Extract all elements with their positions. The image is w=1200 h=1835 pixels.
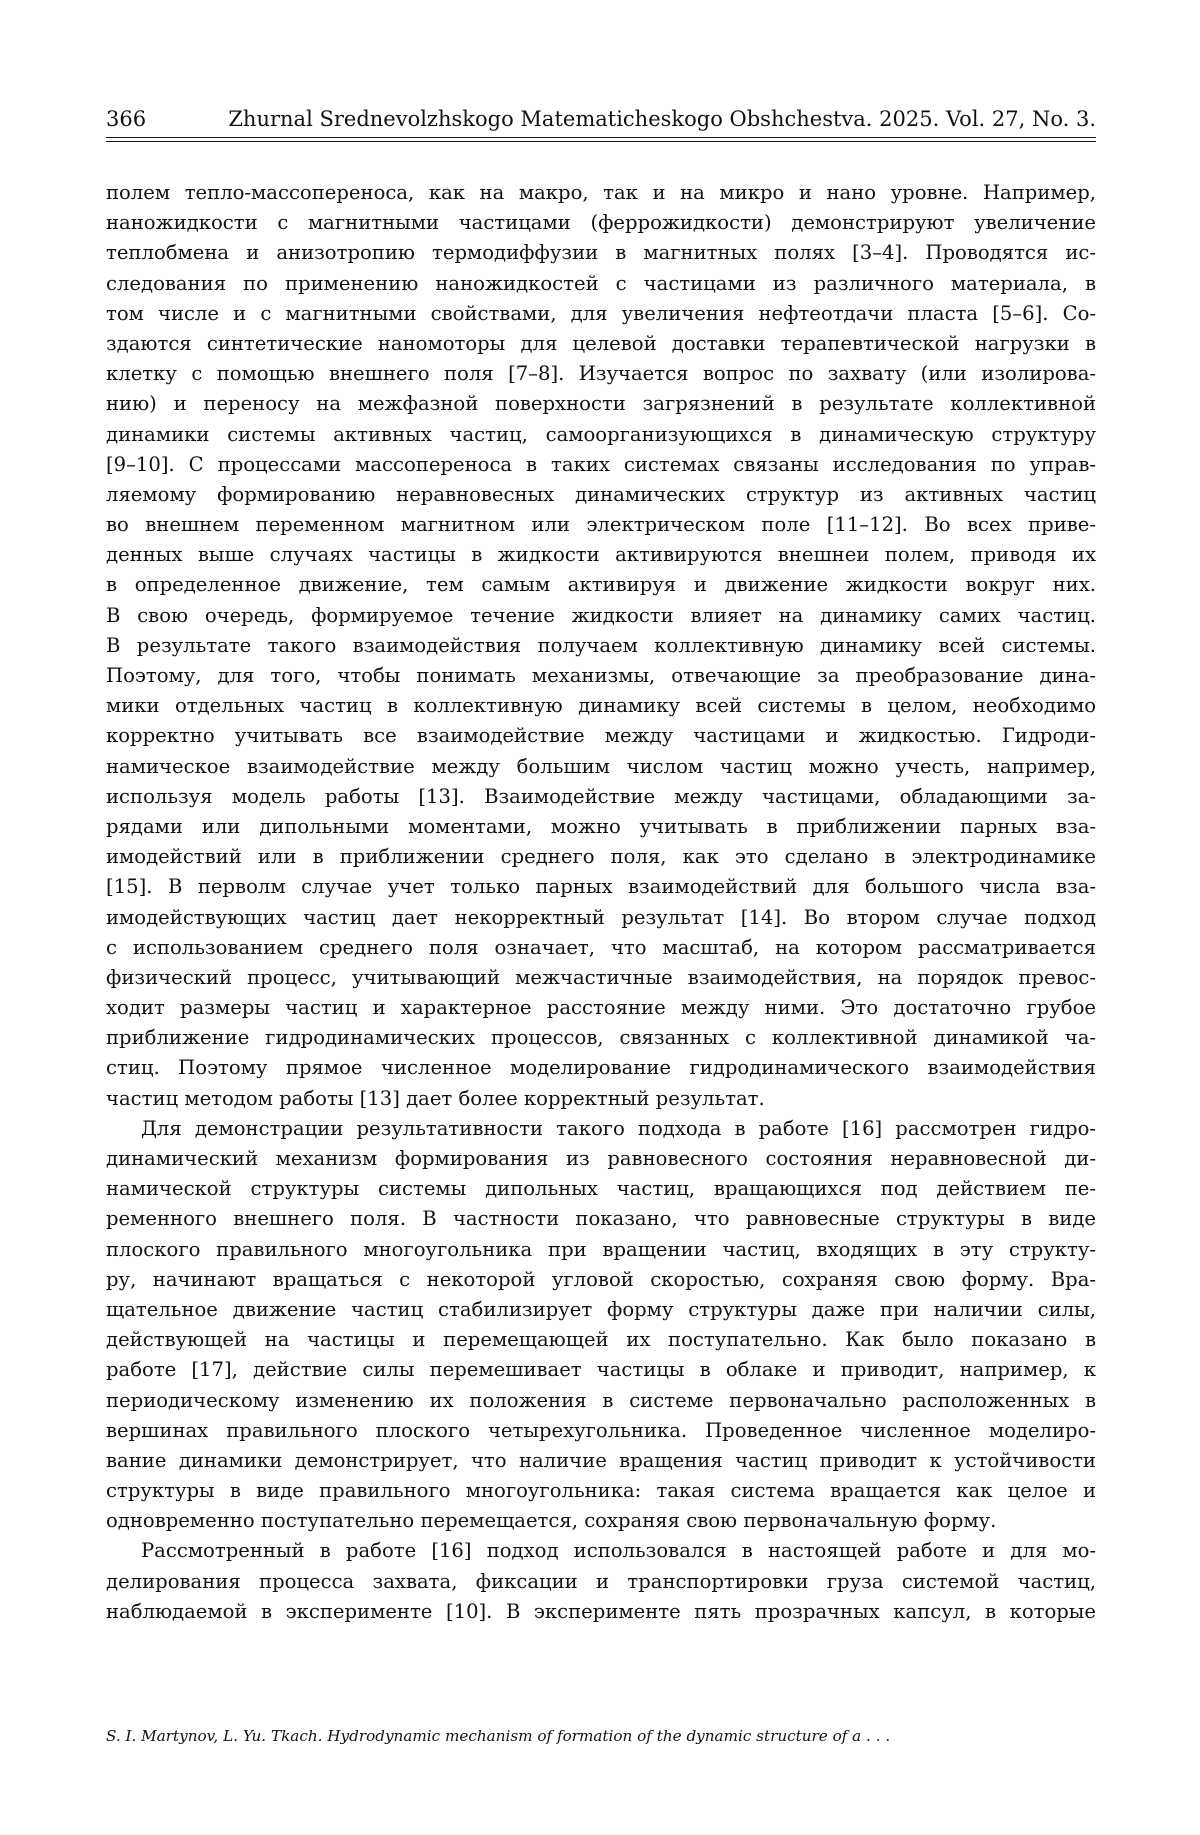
- text-line: В свою очередь, формируемое течение жидкости влияет на динамику самих частиц.: [106, 603, 1096, 627]
- paragraph: [106, 1536, 1096, 1627]
- text-line: намическое взаимодействие между большим числом частиц можно учесть, например,: [106, 754, 1096, 778]
- text-line: корректно учитывать все взаимодействие между частицами и жидкостью. Гидроди-: [106, 724, 1096, 748]
- text-line: денных выше случаях частицы в жидкости активируются внешнеи полем, приводя их: [106, 543, 1096, 567]
- text-line: намической структуры системы дипольных частиц, вращающихся под действием пе-: [106, 1177, 1096, 1201]
- text-line: наножидкости с магнитными частицами (феррожидкости) демонстрируют увеличение: [106, 211, 1096, 235]
- text-line: работе [17], действие силы перемешивает частицы в облаке и приводит, например, к: [106, 1358, 1096, 1382]
- text-line: ременного внешнего поля. В частности показано, что равновесные структуры в виде: [106, 1207, 1096, 1231]
- text-line: имодействий или в приближении среднего поля, как это сделано в электродинамике: [106, 845, 1096, 869]
- text-line: структуры в виде правильного многоугольника: такая система вращается как целое и: [106, 1479, 1096, 1503]
- text-line: в определенное движение, тем самым активируя и движение жидкости вокруг них.: [106, 573, 1096, 597]
- text-line: используя модель работы [13]. Взаимодействие между частицами, обладающими за-: [106, 784, 1096, 808]
- text-line: с использованием среднего поля означает, что масштаб, на котором рассматривается: [106, 935, 1096, 959]
- body-text: [106, 178, 1096, 1627]
- text-line: том числе и с магнитными свойствами, для увеличения нефтеотдачи пласта [5–6]. Со-: [106, 301, 1096, 325]
- page-number: 366: [106, 107, 147, 131]
- text-line: щательное движение частиц стабилизирует форму структуры даже при наличии силы,: [106, 1297, 1096, 1321]
- text-line: мики отдельных частиц в коллективную динамику всей системы в целом, необходимо: [106, 694, 1096, 718]
- text-line: одновременно поступательно перемещается, сохраняя свою первоначальную форму.: [106, 1509, 997, 1533]
- text-line: [9–10]. С процессами массопереноса в таких системах связаны исследования по управ-: [106, 452, 1096, 476]
- text-line: имодействующих частиц дает некорректный результат [14]. Во втором случае подход: [106, 905, 1096, 929]
- text-line: нию) и переносу на межфазной поверхности загрязнений в результате коллективной: [106, 392, 1096, 416]
- text-line: ходит размеры частиц и характерное расстояние между ними. Это достаточно грубое: [106, 996, 1096, 1020]
- text-line: полем тепло-массопереноса, как на макро, так и на микро и нано уровне. Например,: [106, 181, 1096, 204]
- text-line: следования по применению наножидкостей с частицами из различного материала, в: [106, 271, 1096, 295]
- text-line: Для демонстрации результативности такого подхода в работе [16] рассмотрен гидро-: [141, 1116, 1096, 1140]
- text-line: динамики системы активных частиц, самоорганизующихся в динамическую структуру: [106, 422, 1096, 446]
- text-line: плоского правильного многоугольника при вращении частиц, входящих в эту структу-: [106, 1237, 1096, 1261]
- text-line: ляемому формированию неравновесных динамических структур из активных частиц: [106, 482, 1096, 506]
- header-rule-bottom: [106, 141, 1096, 142]
- text-line: динамический механизм формирования из равновесного состояния неравновесной ди-: [106, 1147, 1096, 1170]
- text-line: Рассмотренный в работе [16] подход использовался в настоящей работе и для мо-: [141, 1539, 1096, 1563]
- text-line: периодическому изменению их положения в системе первоначально расположенных в: [106, 1388, 1096, 1412]
- paragraph: [106, 178, 1096, 1114]
- journal-title: Zhurnal Srednevolzhskogo Matematicheskogo Obshchestva. 2025. Vol. 27, No. 3.: [228, 107, 1096, 131]
- text-line: В результате такого взаимодействия получаем коллективную динамику всей системы.: [106, 633, 1096, 657]
- running-footer: S. I. Martynov, L. Yu. Tkach. Hydrodynamic mechanism of formation of the dynamic structure of a . . .: [106, 1727, 891, 1745]
- text-line: вершинах правильного плоского четырехугольника. Проведенное численное моделиро-: [106, 1418, 1096, 1442]
- text-line: действующей на частицы и перемещающей их поступательно. Как было показано в: [106, 1328, 1096, 1352]
- text-line: клетку с помощью внешнего поля [7–8]. Изучается вопрос по захвату (или изолирова-: [106, 362, 1096, 386]
- text-line: рядами или дипольными моментами, можно учитывать в приближении парных вза-: [106, 814, 1096, 838]
- text-line: вание динамики демонстрирует, что наличие вращения частиц приводит к устойчивости: [106, 1448, 1096, 1472]
- text-line: делирования процесса захвата, фиксации и транспортировки груза системой частиц,: [106, 1569, 1096, 1593]
- running-header: [106, 104, 1096, 134]
- text-line: теплобмена и анизотропию термодиффузии в магнитных полях [3–4]. Проводятся ис-: [106, 241, 1096, 265]
- text-line: Поэтому, для того, чтобы понимать механизмы, отвечающие за преобразование дина-: [106, 664, 1096, 687]
- text-line: стиц. Поэтому прямое численное моделирование гидродинамического взаимодействия: [106, 1056, 1096, 1080]
- text-line: наблюдаемой в эксперименте [10]. В эксперименте пять прозрачных капсул, в которые: [106, 1599, 1096, 1623]
- text-line: [15]. В перволм случае учет только парных взаимодействий для большого числа вза-: [106, 875, 1096, 899]
- text-line: ру, начинают вращаться с некоторой угловой скоростью, сохраняя свою форму. Вра-: [106, 1267, 1096, 1291]
- text-line: физический процесс, учитывающий межчастичные взаимодействия, на порядок превос-: [106, 965, 1096, 989]
- text-line: во внешнем переменном магнитном или электрическом поле [11–12]. Во всех приве-: [106, 513, 1096, 537]
- text-line: здаются синтетические наномоторы для целевой доставки терапевтической нагрузки в: [106, 331, 1096, 355]
- text-line: приближение гидродинамических процессов, связанных с коллективной динамикой ча-: [106, 1026, 1096, 1050]
- header-rule-top: [106, 137, 1096, 138]
- paragraph: [106, 1114, 1096, 1537]
- text-line: частиц методом работы [13] дает более корректный результат.: [106, 1086, 765, 1110]
